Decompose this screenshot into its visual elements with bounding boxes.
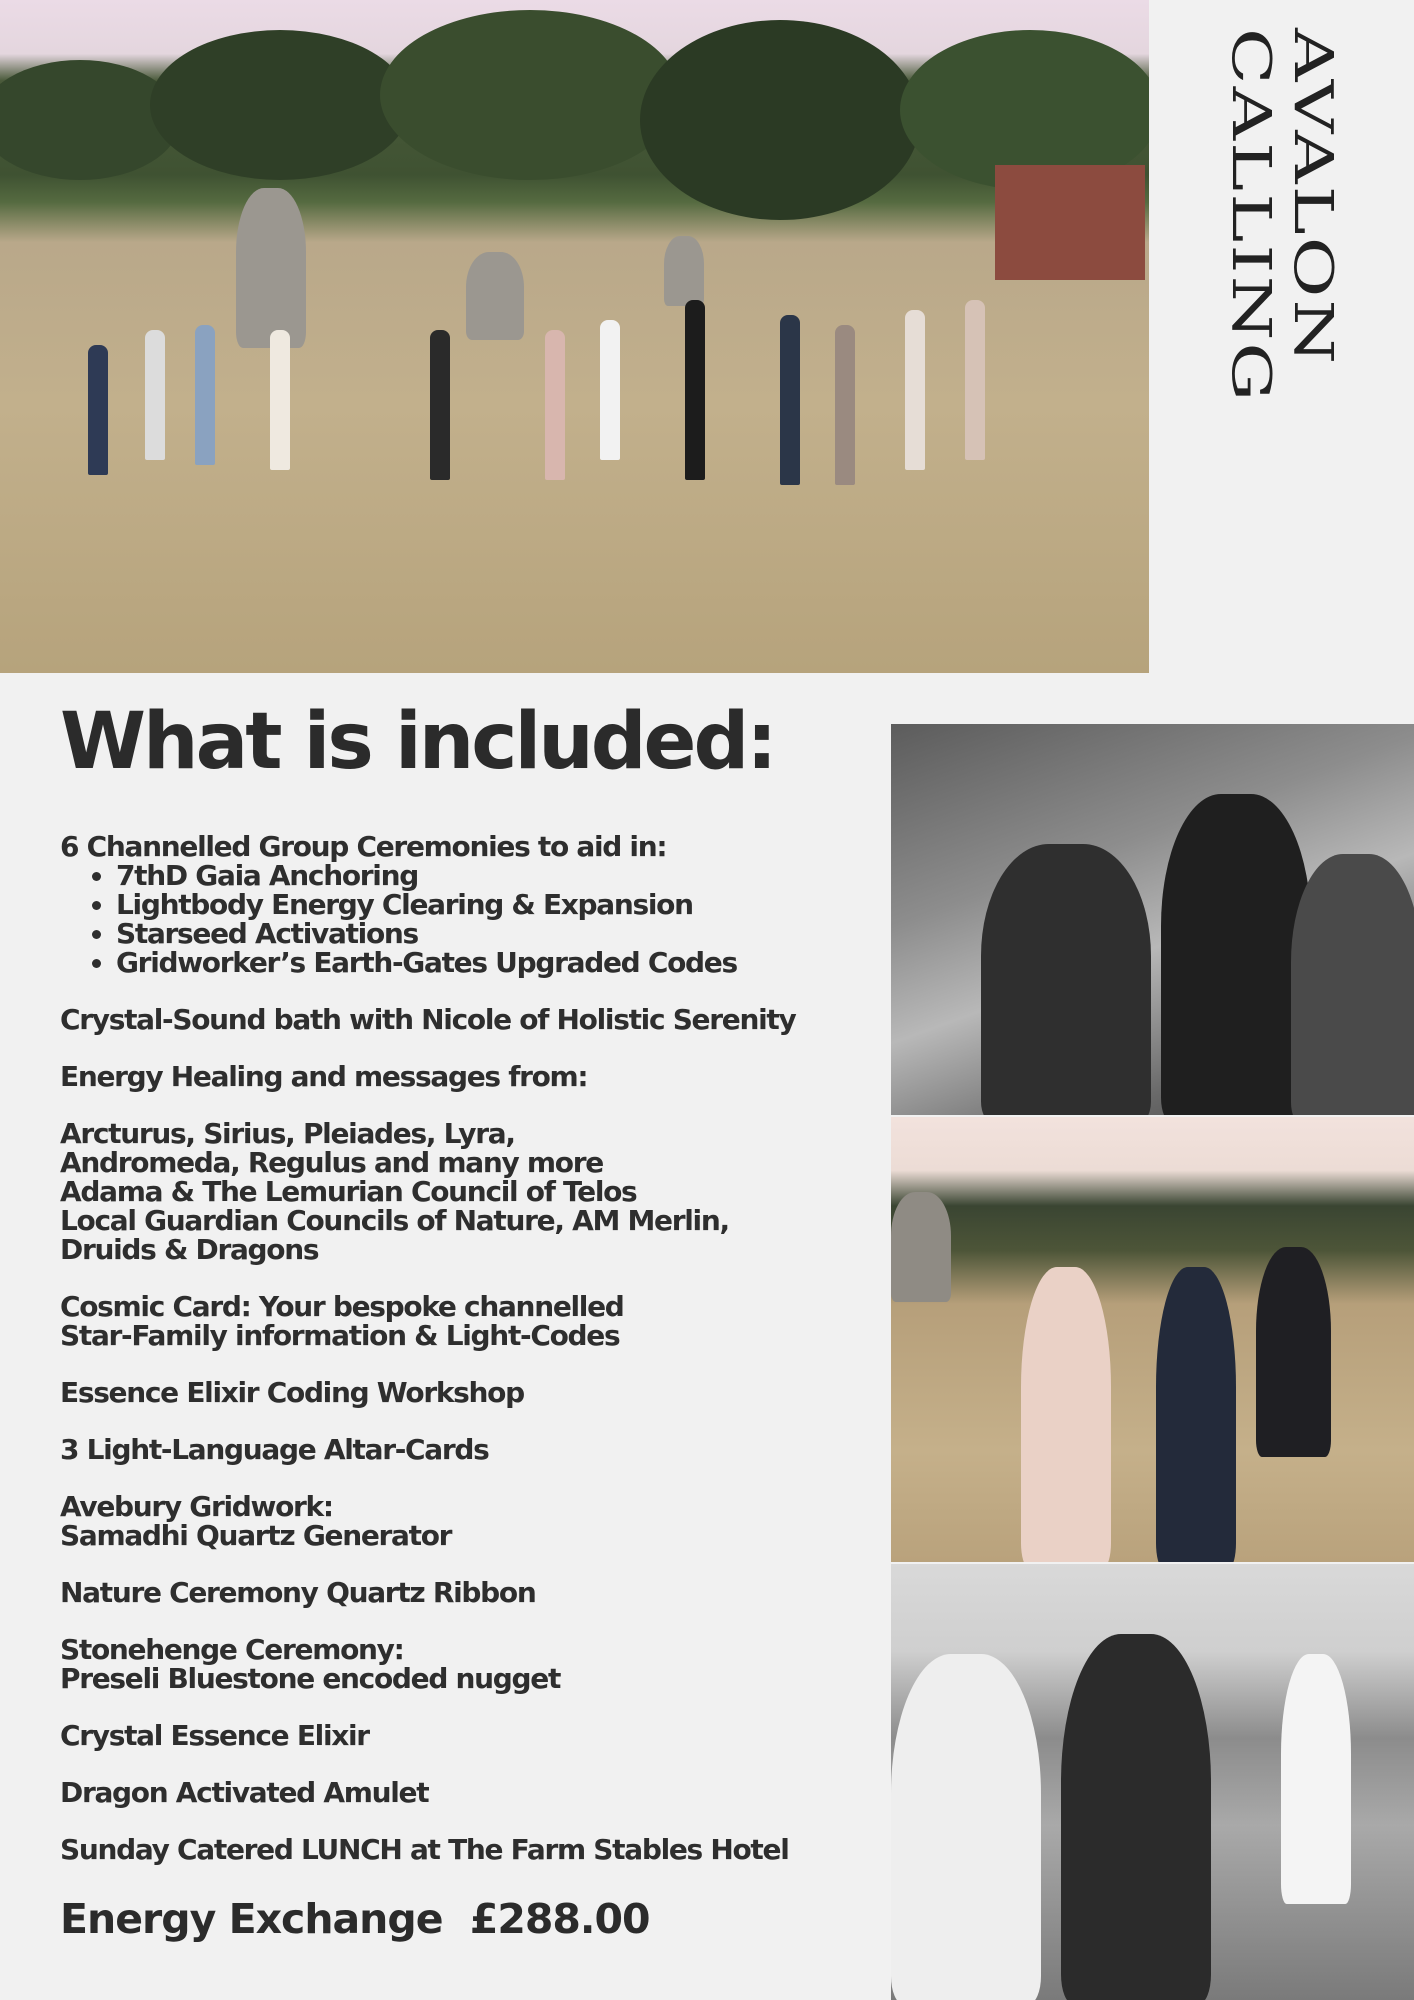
included-list bbox=[60, 832, 880, 1892]
hero-photo-stone-circle-group bbox=[0, 0, 1149, 673]
stonehenge-line: Stonehenge Ceremony: bbox=[60, 1633, 404, 1666]
avebury-line: Avebury Gridwork: bbox=[60, 1490, 333, 1523]
ceremonies-intro: 6 Channelled Group Ceremonies to aid in: bbox=[60, 830, 667, 863]
cosmic-card-line: Star-Family information & Light-Codes bbox=[60, 1319, 620, 1352]
price-line bbox=[60, 1895, 650, 1943]
side-title-text: AVALON CALLING bbox=[1219, 28, 1344, 404]
ceremonies-list bbox=[60, 861, 880, 977]
messages-line: Andromeda, Regulus and many more bbox=[60, 1146, 603, 1179]
price-amount: £288.00 bbox=[469, 1895, 650, 1943]
crystal-elixir-item: Crystal Essence Elixir bbox=[60, 1719, 369, 1752]
stonehenge-block bbox=[60, 1635, 880, 1693]
cosmic-card-block bbox=[60, 1292, 880, 1350]
altar-cards-item: 3 Light-Language Altar-Cards bbox=[60, 1433, 489, 1466]
side-title bbox=[1149, 0, 1414, 673]
amulet-item: Dragon Activated Amulet bbox=[60, 1776, 429, 1809]
avebury-line: Samadhi Quartz Generator bbox=[60, 1519, 452, 1552]
energy-healing-item: Energy Healing and messages from: bbox=[60, 1060, 588, 1093]
ceremony-item: • Lightbody Energy Clearing & Expansion bbox=[116, 890, 880, 919]
messages-line: Arcturus, Sirius, Pleiades, Lyra, bbox=[60, 1117, 515, 1150]
ceremony-item: • 7thD Gaia Anchoring bbox=[116, 861, 880, 890]
messages-line: Adama & The Lemurian Council of Telos bbox=[60, 1175, 637, 1208]
lunch-item: Sunday Catered LUNCH at The Farm Stables Hotel bbox=[60, 1833, 789, 1866]
ceremony-item: • Gridworker’s Earth-Gates Upgraded Codes bbox=[116, 948, 880, 977]
messages-line: Local Guardian Councils of Nature, AM Merlin, bbox=[60, 1204, 729, 1237]
messages-line: Druids & Dragons bbox=[60, 1233, 319, 1266]
messages-from-block bbox=[60, 1119, 880, 1264]
ribbon-item: Nature Ceremony Quartz Ribbon bbox=[60, 1576, 536, 1609]
photo-healing-session-bw bbox=[891, 724, 1414, 1115]
price-label: Energy Exchange bbox=[60, 1895, 443, 1943]
elixir-workshop-item: Essence Elixir Coding Workshop bbox=[60, 1376, 524, 1409]
photo-participants-field bbox=[891, 1117, 1414, 1562]
cosmic-card-line: Cosmic Card: Your bespoke channelled bbox=[60, 1290, 624, 1323]
page-heading: What is included: bbox=[60, 697, 775, 787]
ceremonies-block bbox=[60, 832, 880, 977]
avebury-block bbox=[60, 1492, 880, 1550]
stonehenge-line: Preseli Bluestone encoded nugget bbox=[60, 1662, 561, 1695]
sound-bath-item: Crystal-Sound bath with Nicole of Holistic Serenity bbox=[60, 1003, 796, 1036]
ceremony-item: • Starseed Activations bbox=[116, 919, 880, 948]
photo-group-ceremony-bw bbox=[891, 1564, 1414, 2000]
